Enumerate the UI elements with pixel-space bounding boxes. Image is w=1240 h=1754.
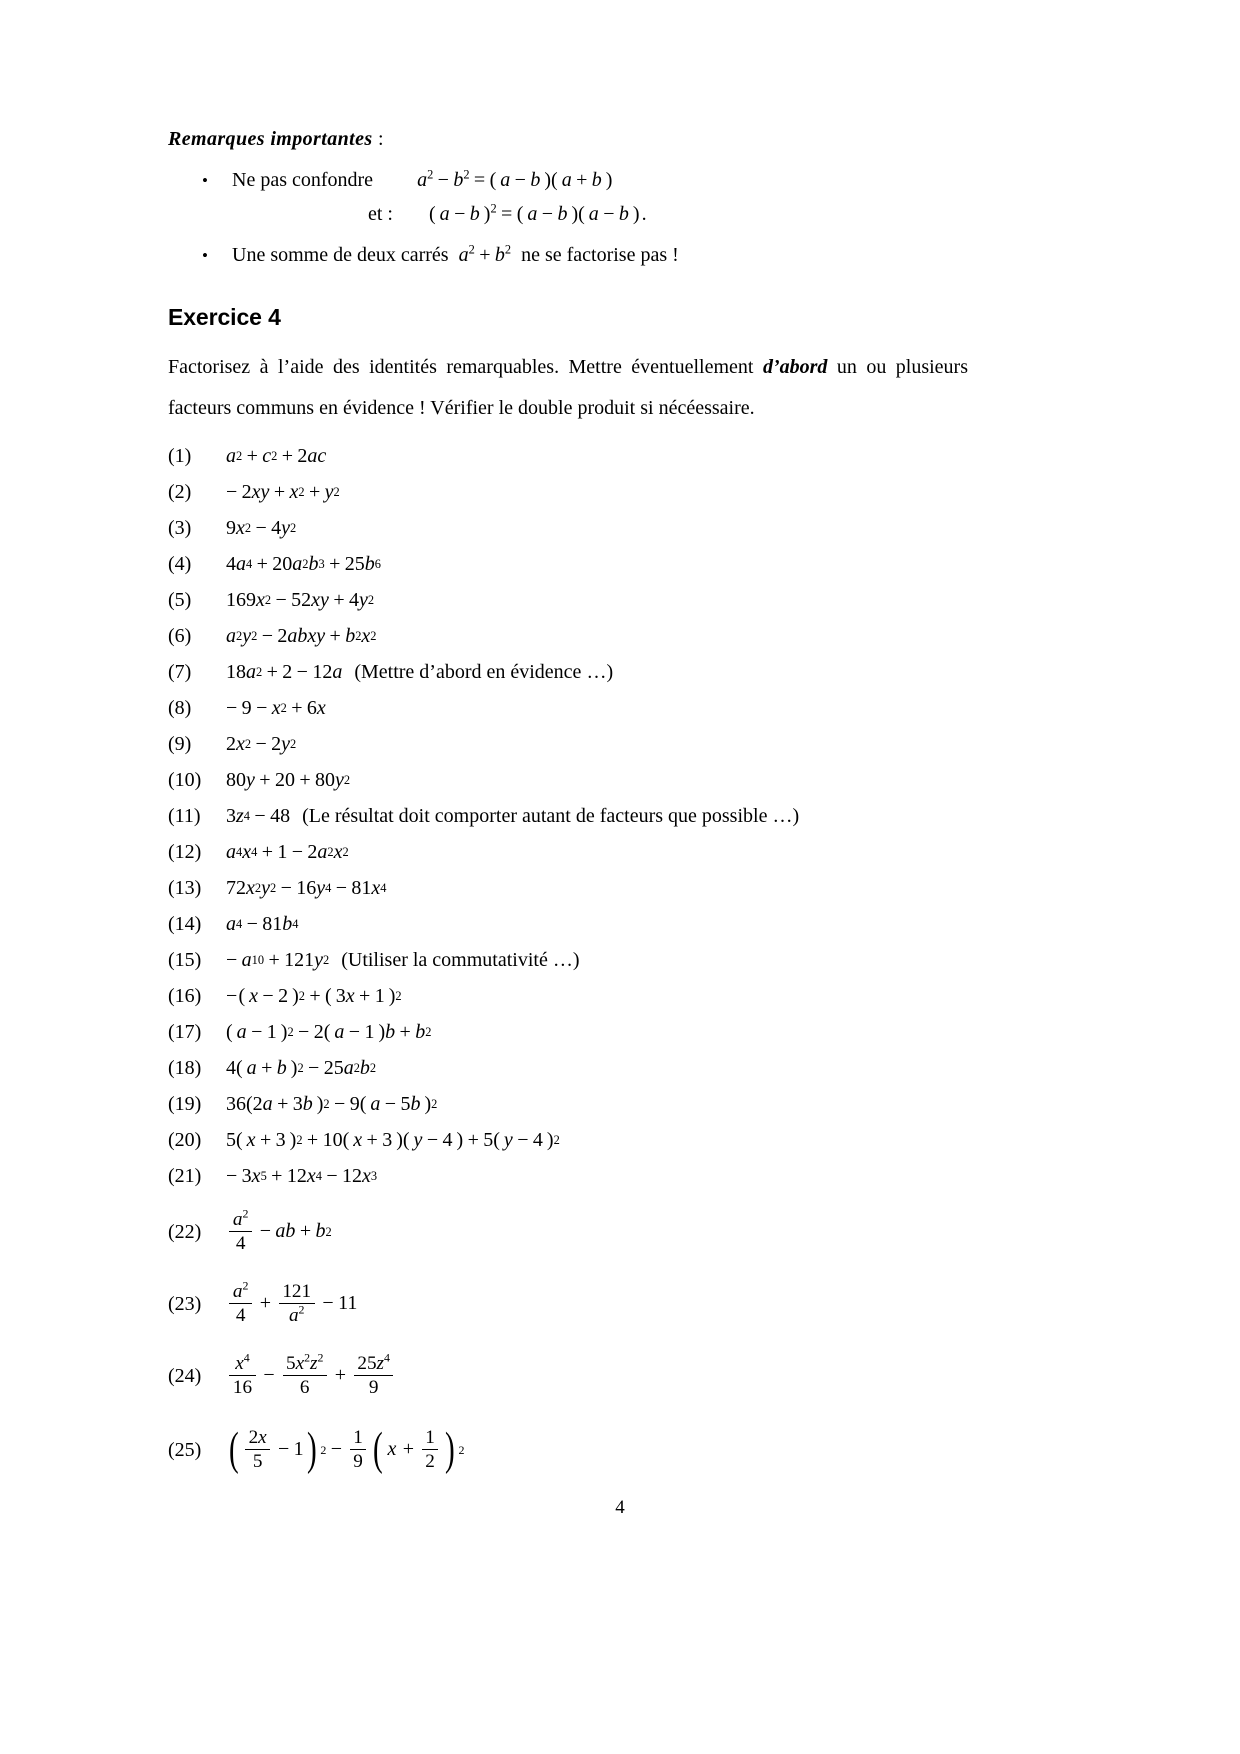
item-expression: − 2 xy + x 2 + y 2 [226, 480, 340, 503]
item-number: (2) [168, 480, 192, 503]
item-expression: 4 ( a + b ) 2 − 25 a 2 b 2 [226, 1056, 377, 1079]
item-expression: ( a − 1 ) 2 − 2 ( a − 1 ) b + b 2 [226, 1020, 432, 1043]
item-note: (Mettre d’abord en évidence …) [354, 660, 614, 683]
remarks-title [168, 128, 968, 151]
item-number: (21) [168, 1164, 202, 1187]
exercise-item [168, 1273, 968, 1335]
item-expression: $\frac{a^2}{4}$ − ab + b 2 [226, 1209, 332, 1255]
exercise-item [168, 1051, 968, 1085]
exercise-item [168, 547, 968, 581]
item-note: (Le résultat doit comporter autant de facteurs que possible …) [302, 804, 800, 827]
remarks-title-text: Remarques importantes [168, 128, 373, 150]
exercise-item [168, 1419, 968, 1481]
item-expression: ( $\frac{2x}{5}$ − 1 ) 2 − $\frac{1}{9}$ ( x + $\frac{1}{2}$ ) 2 [228, 1423, 465, 1476]
item-expression: a 2 + c 2 + 2 ac [226, 444, 327, 467]
exercise-item [168, 799, 968, 833]
intro-part-1: Factorisez à l’aide des identités remarquables. Mettre éventuellement [168, 356, 763, 378]
remarks-title-colon: : [372, 128, 384, 150]
item-number: (17) [168, 1020, 202, 1043]
item-expression: 72 x 2 y 2 − 16 y 4 − 81 x 4 [226, 876, 387, 899]
remark-bullet-1 [202, 165, 968, 195]
item-expression: $\frac{x^4}{16}$ − $\frac{5x^2z^2}{6}$ + $\frac{25z^4}{9}$ [226, 1353, 397, 1399]
item-number: (5) [168, 588, 192, 611]
item-number: (14) [168, 912, 202, 935]
item-number: (16) [168, 984, 202, 1007]
remark-bullet-1-text [232, 165, 612, 195]
item-expression: 169 x 2 − 52 xy + 4 y 2 [226, 588, 375, 611]
bullet-icon: • [202, 246, 208, 265]
intro-part-2: un ou plusieurs facteurs communs en évidence ! Vérifier le double produit si nécéessaire. [168, 356, 969, 419]
exercise-item [168, 691, 968, 725]
item-expression: − 9 − x 2 + 6 x [226, 696, 326, 719]
item-expression: − a 10 + 121 y 2 [226, 948, 330, 971]
item-number: (4) [168, 552, 192, 575]
exercise-item [168, 511, 968, 545]
remark-et-label: et : [368, 203, 393, 225]
exercise-item [168, 439, 968, 473]
page-number: 4 [615, 1497, 625, 1518]
item-number: (18) [168, 1056, 202, 1079]
item-expression: 36 ( 2 a + 3 b ) 2 − 9 ( a − 5 b ) 2 [226, 1092, 438, 1115]
exercise-item [168, 1123, 968, 1157]
item-expression: 9 x 2 − 4 y 2 [226, 516, 297, 539]
remark-second-formula: ( a − b )$^2$ = ( a − b )( a − b ) . [429, 201, 647, 225]
item-number: (19) [168, 1092, 202, 1115]
bullet-icon: • [202, 171, 208, 190]
remark-1-label: Ne pas confondre [232, 169, 374, 191]
item-number: (10) [168, 768, 202, 791]
exercise-item [168, 1159, 968, 1193]
remark-bullet-2-text [232, 240, 679, 270]
exercise-item [168, 583, 968, 617]
item-note: (Utiliser la commutativité …) [341, 948, 580, 971]
exercise-item [168, 655, 968, 689]
item-number: (20) [168, 1128, 202, 1151]
exercise-item [168, 727, 968, 761]
item-number: (25) [168, 1438, 202, 1461]
item-number: (6) [168, 624, 192, 647]
remark-second-line [368, 203, 968, 226]
item-number: (3) [168, 516, 192, 539]
exercise-item [168, 1201, 968, 1263]
exercise-item [168, 835, 968, 869]
item-number: (8) [168, 696, 192, 719]
item-number: (24) [168, 1364, 202, 1387]
exercise-item [168, 871, 968, 905]
page-content [168, 128, 968, 1483]
exercise-item [168, 943, 968, 977]
item-expression: 5 ( x + 3 ) 2 + 10 ( x + 3 )( y − 4 ) + 5 ( y − 4 ) 2 [226, 1128, 560, 1151]
remark-2-suffix: ne se factorise pas ! [521, 244, 679, 266]
item-expression: a 4 − 81 b 4 [226, 912, 299, 935]
item-expression: 18 a 2 + 2 − 12 a [226, 660, 343, 683]
exercise-item [168, 979, 968, 1013]
item-expression: − ( x − 2 ) 2 + ( 3 x + 1 ) 2 [226, 984, 402, 1007]
item-number: (15) [168, 948, 202, 971]
item-number: (1) [168, 444, 192, 467]
exercise-item [168, 619, 968, 653]
item-expression: a 2 y 2 − 2 abxy + b 2 x 2 [226, 624, 377, 647]
exercise-item [168, 907, 968, 941]
remark-2-prefix: Une somme de deux carrés [232, 244, 449, 266]
item-number: (13) [168, 876, 202, 899]
item-number: (7) [168, 660, 192, 683]
item-expression: $\frac{a^2}{4}$ + $\frac{121}{a^2}$ − 11 [226, 1281, 357, 1327]
exercise-item [168, 475, 968, 509]
item-expression: 4 a 4 + 20 a 2 b 3 + 25 b 6 [226, 552, 381, 575]
remark-bullet-2 [202, 240, 968, 270]
item-expression: 80 y + 20 + 80 y 2 [226, 768, 351, 791]
remark-1-formula: $a^2 - b^2$ = ( a − b )( a + b ) [417, 167, 613, 191]
item-number: (9) [168, 732, 192, 755]
exercise-item [168, 1345, 968, 1407]
item-expression: a 4 x 4 + 1 − 2 a 2 x 2 [226, 840, 349, 863]
exercise-intro [168, 347, 968, 429]
remark-2-formula: $a^2 + b^2$ [453, 242, 512, 266]
exercise-item [168, 1015, 968, 1049]
intro-emphasis: d’abord [762, 356, 828, 378]
exercise-item [168, 1087, 968, 1121]
item-expression: 2 x 2 − 2 y 2 [226, 732, 297, 755]
exercise-item-list [168, 439, 968, 1481]
item-number: (11) [168, 804, 201, 827]
item-expression: 3 z 4 − 48 [226, 804, 291, 827]
item-number: (12) [168, 840, 202, 863]
exercise-heading: Exercice 4 [168, 304, 281, 330]
item-expression: − 3 x 5 + 12 x 4 − 12 x 3 [226, 1164, 378, 1187]
item-number: (23) [168, 1292, 202, 1315]
exercise-item [168, 763, 968, 797]
item-number: (22) [168, 1220, 202, 1243]
